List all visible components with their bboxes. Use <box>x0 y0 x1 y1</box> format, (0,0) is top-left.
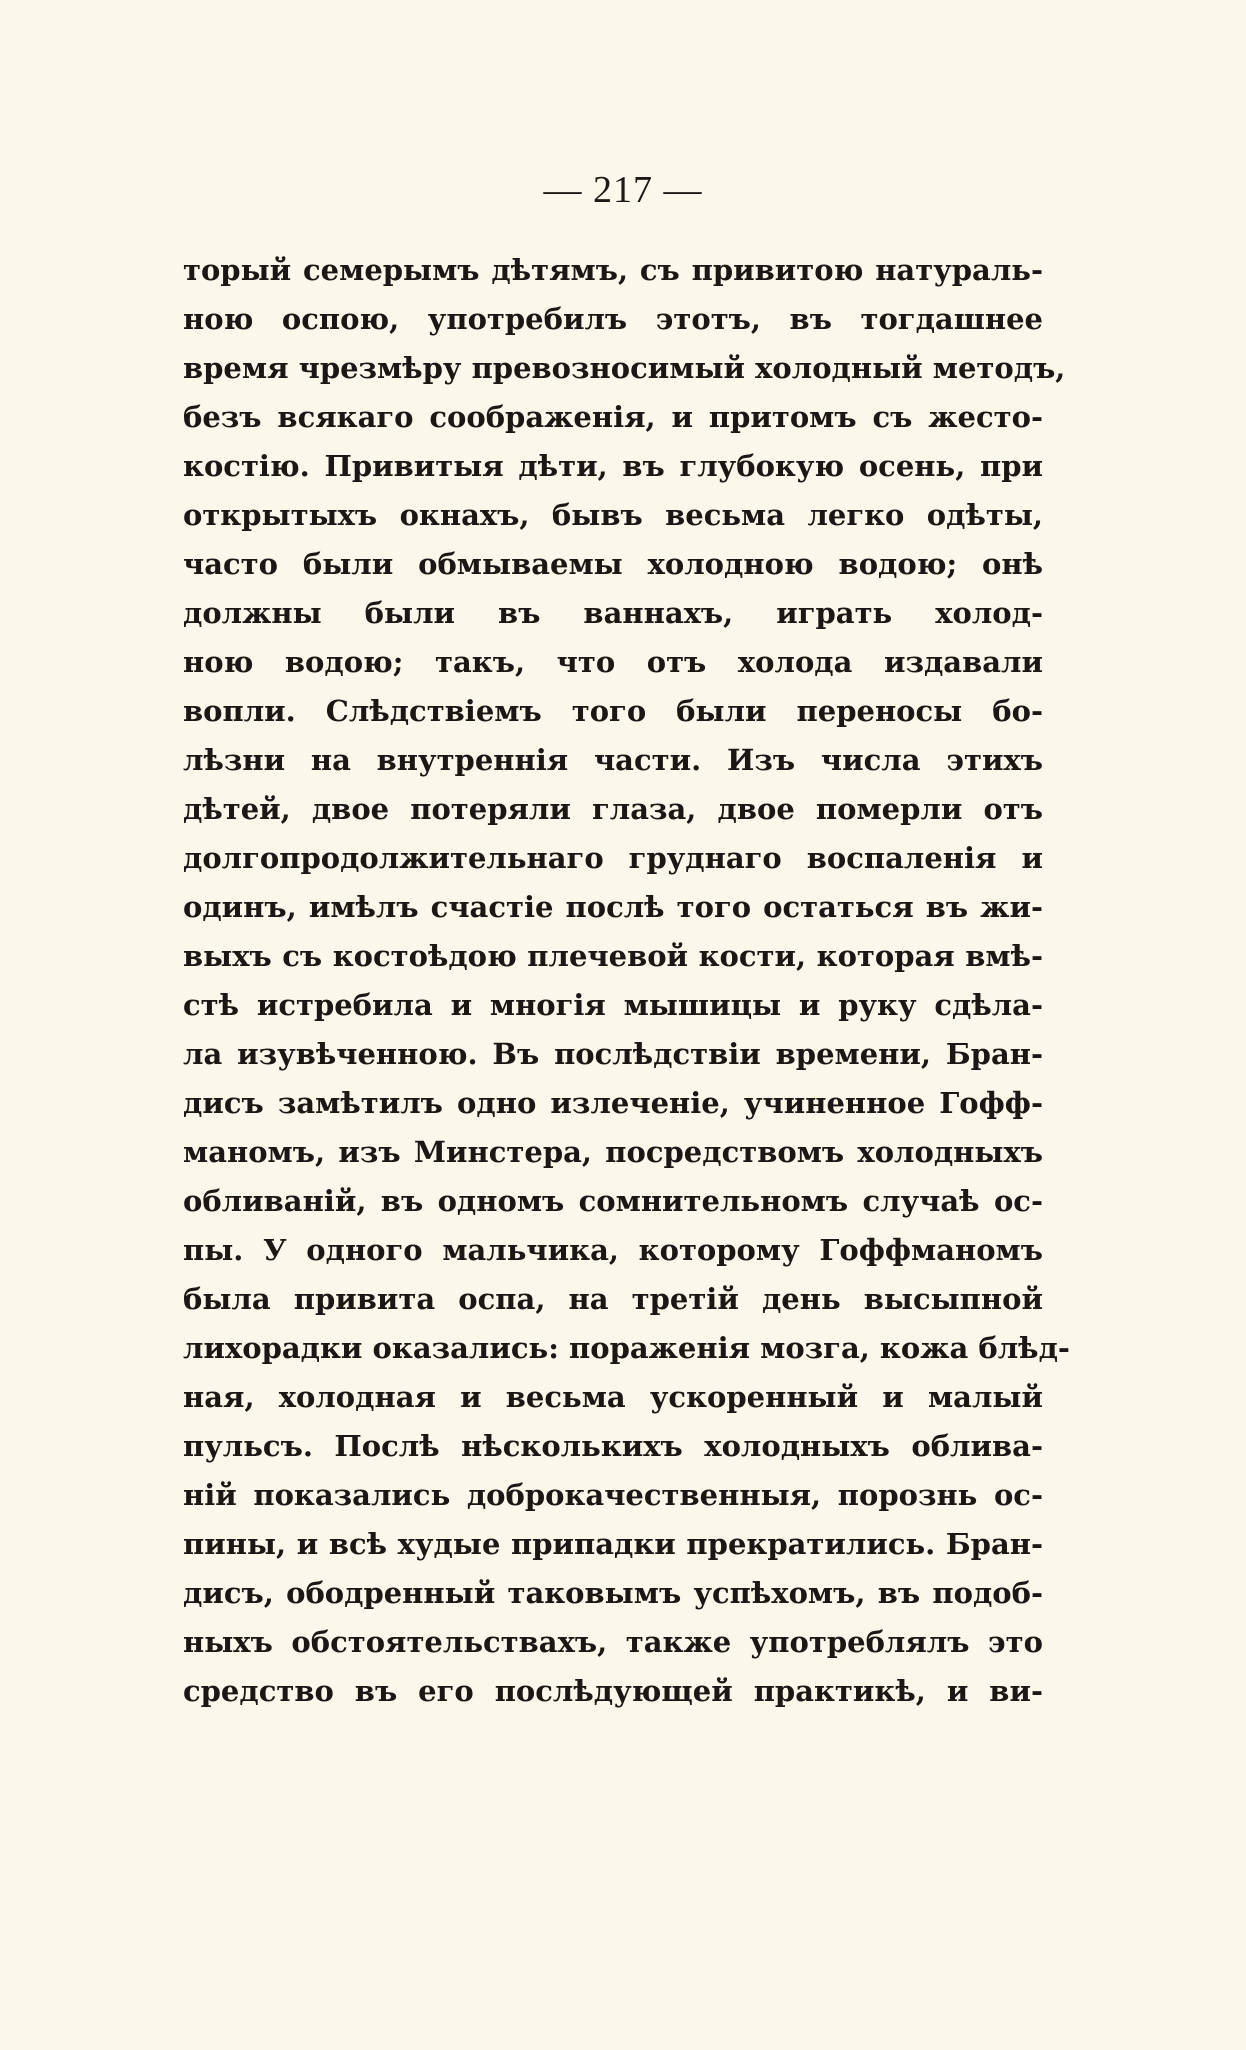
text-line: дисъ, ободренный таковымъ успѣхомъ, въ подоб- <box>183 1576 1043 1610</box>
text-line: дисъ замѣтилъ одно излеченіе, учиненное Гофф- <box>183 1086 1043 1120</box>
text-line: пы. У одного мальчика, которому Гоффманомъ <box>183 1233 1043 1267</box>
text-line: ла изувѣченною. Въ послѣдствіи времени, Бран- <box>183 1037 1043 1071</box>
text-line: была привита оспа, на третій день высыпной <box>183 1282 1043 1316</box>
text-line: выхъ съ костоѣдою плечевой кости, которая вмѣ- <box>183 939 1043 973</box>
text-line: одинъ, имѣлъ счастіе послѣ того остаться въ жи- <box>183 890 1043 924</box>
text-line: лихорадки оказались: пораженія мозга, кожа блѣд- <box>183 1331 1070 1365</box>
text-line: средство въ его послѣдующей практикѣ, и ви- <box>183 1674 1043 1708</box>
text-line: пульсъ. Послѣ нѣсколькихъ холодныхъ облива- <box>183 1429 1043 1463</box>
text-line: долгопродолжительнаго груднаго воспаленія и <box>183 841 1043 875</box>
text-line: ныхъ обстоятельствахъ, также употреблялъ это <box>183 1625 1043 1659</box>
text-line: торый семерымъ дѣтямъ, съ привитою натураль- <box>183 253 1043 287</box>
text-line: обливаній, въ одномъ сомнительномъ случаѣ ос- <box>183 1184 1043 1218</box>
text-line: дѣтей, двое потеряли глаза, двое померли отъ <box>183 792 1043 826</box>
text-line: пины, и всѣ худые припадки прекратились. Бран- <box>183 1527 1043 1561</box>
text-line: ная, холодная и весьма ускоренный и малый <box>183 1380 1043 1414</box>
text-line: открытыхъ окнахъ, бывъ весьма легко одѣты, <box>183 498 1043 532</box>
text-line: безъ всякаго соображенія, и притомъ съ жесто- <box>183 400 1043 434</box>
text-line: должны были въ ваннахъ, играть холод- <box>183 596 1043 630</box>
body-text <box>183 246 1070 1716</box>
text-line: вопли. Слѣдствіемъ того были переносы бо- <box>183 694 1043 728</box>
text-line: лѣзни на внутреннія части. Изъ числа этихъ <box>183 743 1043 777</box>
text-line: часто были обмываемы холодною водою; онѣ <box>183 547 1043 581</box>
text-line: время чрезмѣру превозносимый холодный методъ, <box>183 351 1066 385</box>
text-line: костію. Привитыя дѣти, въ глубокую осень, при <box>183 449 1043 483</box>
page-number: — 217 — <box>543 169 703 211</box>
text-line: ною оспою, употребилъ этотъ, въ тогдашнее <box>183 302 1043 336</box>
text-line: маномъ, изъ Минстера, посредствомъ холодныхъ <box>183 1135 1043 1169</box>
text-line: стѣ истребила и многія мышицы и руку сдѣла- <box>183 988 1043 1022</box>
text-line: ною водою; такъ, что отъ холода издавали <box>183 645 1043 679</box>
text-line: ній показались доброкачественныя, порознь ос- <box>183 1478 1043 1512</box>
